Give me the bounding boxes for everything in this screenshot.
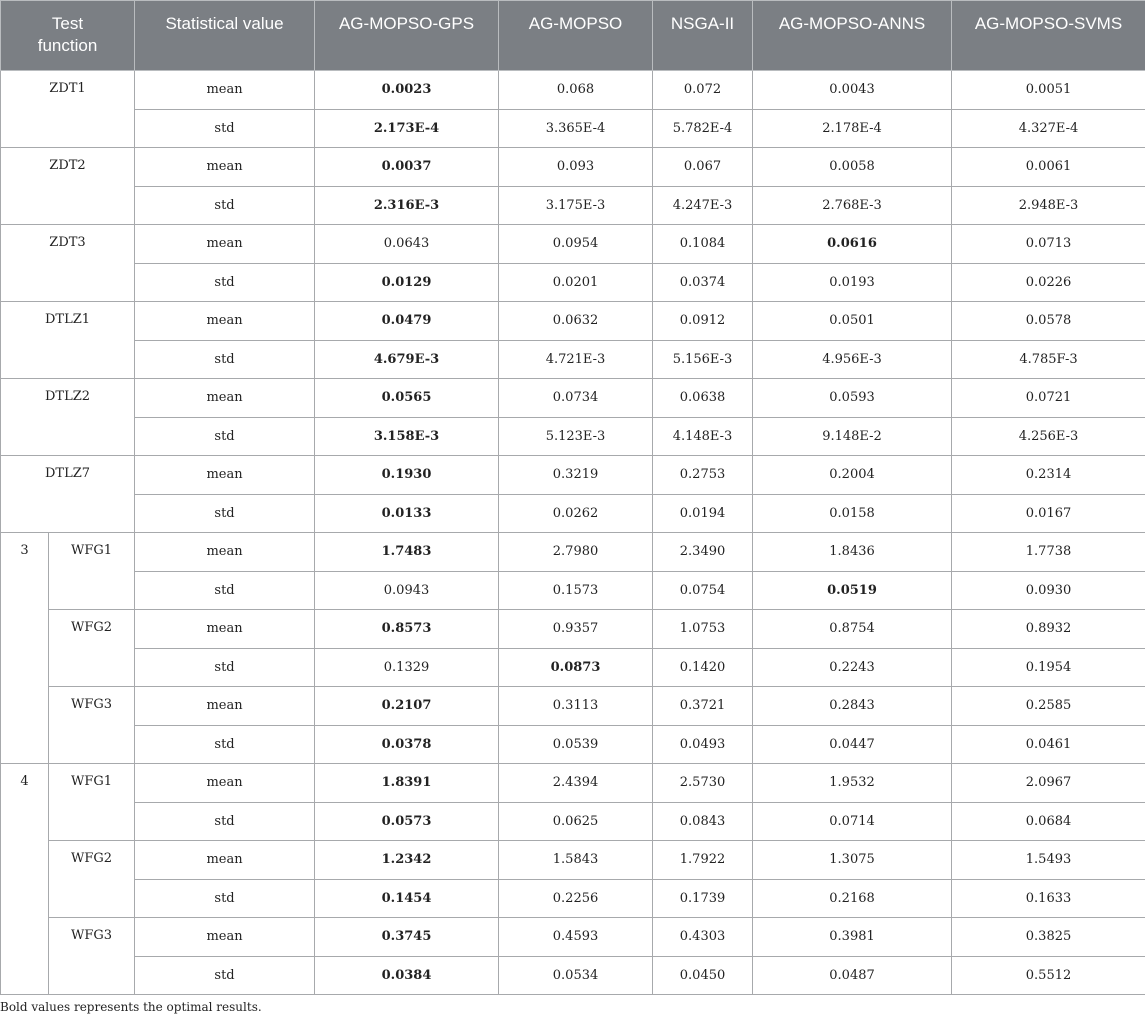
value-cell: 0.0226 [952, 263, 1145, 302]
value-cell: 1.7922 [653, 841, 753, 880]
value-cell: 0.0930 [952, 571, 1145, 610]
value-cell: 0.3825 [952, 918, 1145, 957]
table-row [1, 148, 1145, 187]
value-cell: 1.5493 [952, 841, 1145, 880]
stat-cell: mean [135, 379, 315, 418]
stat-cell: std [135, 648, 315, 687]
value-cell: 0.0638 [653, 379, 753, 418]
function-name-cell: DTLZ2 [1, 379, 135, 456]
value-cell: 0.4303 [653, 918, 753, 957]
value-cell: 0.0447 [753, 725, 952, 764]
value-cell: 2.4394 [499, 764, 653, 803]
stat-cell: std [135, 494, 315, 533]
value-cell: 0.0501 [753, 302, 952, 341]
value-cell: 1.8436 [753, 533, 952, 572]
value-cell: 4.679E-3 [315, 340, 499, 379]
value-cell: 0.2243 [753, 648, 952, 687]
value-cell: 0.4593 [499, 918, 653, 957]
value-cell: 3.175E-3 [499, 186, 653, 225]
value-cell: 9.148E-2 [753, 417, 952, 456]
value-cell: 2.3490 [653, 533, 753, 572]
value-cell: 0.0754 [653, 571, 753, 610]
value-cell: 2.173E-4 [315, 109, 499, 148]
value-cell: 0.3721 [653, 687, 753, 726]
table-row [1, 109, 1145, 148]
value-cell: 1.8391 [315, 764, 499, 803]
value-cell: 0.0479 [315, 302, 499, 341]
value-cell: 0.1420 [653, 648, 753, 687]
stat-cell: std [135, 417, 315, 456]
value-cell: 0.2004 [753, 456, 952, 495]
stat-cell: mean [135, 533, 315, 572]
value-cell: 2.178E-4 [753, 109, 952, 148]
value-cell: 0.2843 [753, 687, 952, 726]
value-cell: 0.1954 [952, 648, 1145, 687]
header-statistical-value: Statistical value [135, 1, 315, 71]
function-name-cell: ZDT3 [1, 225, 135, 302]
value-cell: 0.0684 [952, 802, 1145, 841]
value-cell: 2.768E-3 [753, 186, 952, 225]
value-cell: 0.0616 [753, 225, 952, 264]
stat-cell: mean [135, 302, 315, 341]
function-name-cell: WFG1 [49, 533, 135, 610]
value-cell: 0.2256 [499, 879, 653, 918]
value-cell: 0.0201 [499, 263, 653, 302]
table-row [1, 71, 1145, 110]
value-cell: 0.0193 [753, 263, 952, 302]
stat-cell: mean [135, 71, 315, 110]
value-cell: 0.0912 [653, 302, 753, 341]
stat-cell: mean [135, 456, 315, 495]
table-row [1, 186, 1145, 225]
value-cell: 0.2753 [653, 456, 753, 495]
stat-cell: std [135, 186, 315, 225]
value-cell: 0.0374 [653, 263, 753, 302]
stat-cell: std [135, 725, 315, 764]
stat-cell: std [135, 802, 315, 841]
value-cell: 0.2107 [315, 687, 499, 726]
value-cell: 4.785F-3 [952, 340, 1145, 379]
header-test-line2: function [37, 36, 98, 55]
value-cell: 0.1084 [653, 225, 753, 264]
value-cell: 1.3075 [753, 841, 952, 880]
stat-cell: mean [135, 225, 315, 264]
value-cell: 0.1633 [952, 879, 1145, 918]
table-row [1, 225, 1145, 264]
value-cell: 0.1329 [315, 648, 499, 687]
value-cell: 5.156E-3 [653, 340, 753, 379]
value-cell: 4.256E-3 [952, 417, 1145, 456]
value-cell: 0.0384 [315, 956, 499, 995]
value-cell: 4.327E-4 [952, 109, 1145, 148]
value-cell: 2.948E-3 [952, 186, 1145, 225]
stat-cell: mean [135, 841, 315, 880]
value-cell: 0.067 [653, 148, 753, 187]
function-name-cell: ZDT2 [1, 148, 135, 225]
header-algorithm: AG-MOPSO [499, 1, 653, 71]
value-cell: 0.0843 [653, 802, 753, 841]
value-cell: 0.0450 [653, 956, 753, 995]
value-cell: 0.8932 [952, 610, 1145, 649]
value-cell: 0.0721 [952, 379, 1145, 418]
value-cell: 0.0632 [499, 302, 653, 341]
table-body [1, 71, 1145, 995]
value-cell: 0.0051 [952, 71, 1145, 110]
value-cell: 0.0534 [499, 956, 653, 995]
header-algorithm: AG-MOPSO-SVMS [952, 1, 1145, 71]
stat-cell: mean [135, 610, 315, 649]
value-cell: 0.0643 [315, 225, 499, 264]
stat-cell: std [135, 263, 315, 302]
stat-cell: mean [135, 687, 315, 726]
table-row [1, 648, 1145, 687]
value-cell: 0.0593 [753, 379, 952, 418]
stat-cell: std [135, 340, 315, 379]
value-cell: 0.3745 [315, 918, 499, 957]
value-cell: 0.0061 [952, 148, 1145, 187]
value-cell: 0.8573 [315, 610, 499, 649]
stat-cell: mean [135, 148, 315, 187]
value-cell: 0.0519 [753, 571, 952, 610]
value-cell: 1.2342 [315, 841, 499, 880]
value-cell: 0.1739 [653, 879, 753, 918]
value-cell: 0.0262 [499, 494, 653, 533]
function-name-cell: WFG1 [49, 764, 135, 841]
value-cell: 4.721E-3 [499, 340, 653, 379]
value-cell: 0.0487 [753, 956, 952, 995]
value-cell: 0.8754 [753, 610, 952, 649]
value-cell: 0.0043 [753, 71, 952, 110]
value-cell: 1.7483 [315, 533, 499, 572]
value-cell: 0.0023 [315, 71, 499, 110]
table-row [1, 956, 1145, 995]
value-cell: 0.0158 [753, 494, 952, 533]
table-row [1, 302, 1145, 341]
table-row [1, 841, 1145, 880]
function-name-cell: WFG3 [49, 918, 135, 995]
value-cell: 0.0573 [315, 802, 499, 841]
value-cell: 0.1573 [499, 571, 653, 610]
table-row [1, 417, 1145, 456]
function-name-cell: WFG2 [49, 610, 135, 687]
table-row [1, 340, 1145, 379]
table-row [1, 494, 1145, 533]
value-cell: 0.068 [499, 71, 653, 110]
value-cell: 0.0714 [753, 802, 952, 841]
table-row [1, 879, 1145, 918]
value-cell: 0.0133 [315, 494, 499, 533]
value-cell: 0.0539 [499, 725, 653, 764]
value-cell: 0.1930 [315, 456, 499, 495]
value-cell: 0.0954 [499, 225, 653, 264]
table-row [1, 725, 1145, 764]
table-row [1, 533, 1145, 572]
value-cell: 0.0943 [315, 571, 499, 610]
value-cell: 0.3113 [499, 687, 653, 726]
value-cell: 0.3981 [753, 918, 952, 957]
group-label-cell: 3 [1, 533, 49, 764]
value-cell: 5.782E-4 [653, 109, 753, 148]
table-row [1, 610, 1145, 649]
value-cell: 0.2168 [753, 879, 952, 918]
header-algorithm: NSGA-II [653, 1, 753, 71]
group-label-cell: 4 [1, 764, 49, 995]
value-cell: 1.0753 [653, 610, 753, 649]
value-cell: 0.0037 [315, 148, 499, 187]
value-cell: 0.0461 [952, 725, 1145, 764]
stat-cell: std [135, 956, 315, 995]
value-cell: 0.2314 [952, 456, 1145, 495]
value-cell: 5.123E-3 [499, 417, 653, 456]
value-cell: 0.1454 [315, 879, 499, 918]
value-cell: 0.0565 [315, 379, 499, 418]
table-row [1, 263, 1145, 302]
table-row [1, 379, 1145, 418]
table-row [1, 456, 1145, 495]
table-row [1, 687, 1145, 726]
header-algorithm: AG-MOPSO-GPS [315, 1, 499, 71]
value-cell: 0.9357 [499, 610, 653, 649]
header-row [1, 1, 1145, 71]
stat-cell: mean [135, 764, 315, 803]
value-cell: 0.2585 [952, 687, 1145, 726]
value-cell: 0.072 [653, 71, 753, 110]
stat-cell: std [135, 571, 315, 610]
value-cell: 3.365E-4 [499, 109, 653, 148]
header-test-line1: Test [51, 14, 84, 33]
value-cell: 0.0734 [499, 379, 653, 418]
value-cell: 4.148E-3 [653, 417, 753, 456]
header-test-function [1, 1, 135, 71]
value-cell: 0.3219 [499, 456, 653, 495]
stat-cell: std [135, 109, 315, 148]
value-cell: 3.158E-3 [315, 417, 499, 456]
table-row [1, 918, 1145, 957]
value-cell: 0.5512 [952, 956, 1145, 995]
function-name-cell: WFG2 [49, 841, 135, 918]
value-cell: 4.247E-3 [653, 186, 753, 225]
value-cell: 0.0129 [315, 263, 499, 302]
table-row [1, 764, 1145, 803]
function-name-cell: WFG3 [49, 687, 135, 764]
value-cell: 4.956E-3 [753, 340, 952, 379]
value-cell: 1.7738 [952, 533, 1145, 572]
value-cell: 2.316E-3 [315, 186, 499, 225]
function-name-cell: ZDT1 [1, 71, 135, 148]
value-cell: 1.5843 [499, 841, 653, 880]
table-row [1, 802, 1145, 841]
value-cell: 0.0493 [653, 725, 753, 764]
value-cell: 0.0058 [753, 148, 952, 187]
footnote: Bold values represents the optimal results. [0, 1000, 262, 1014]
value-cell: 0.0378 [315, 725, 499, 764]
function-name-cell: DTLZ1 [1, 302, 135, 379]
value-cell: 2.7980 [499, 533, 653, 572]
function-name-cell: DTLZ7 [1, 456, 135, 533]
table-row [1, 571, 1145, 610]
value-cell: 0.093 [499, 148, 653, 187]
value-cell: 0.0713 [952, 225, 1145, 264]
value-cell: 2.0967 [952, 764, 1145, 803]
header-algorithm: AG-MOPSO-ANNS [753, 1, 952, 71]
value-cell: 1.9532 [753, 764, 952, 803]
value-cell: 0.0194 [653, 494, 753, 533]
value-cell: 2.5730 [653, 764, 753, 803]
value-cell: 0.0625 [499, 802, 653, 841]
stat-cell: std [135, 879, 315, 918]
value-cell: 0.0167 [952, 494, 1145, 533]
stat-cell: mean [135, 918, 315, 957]
value-cell: 0.0578 [952, 302, 1145, 341]
value-cell: 0.0873 [499, 648, 653, 687]
